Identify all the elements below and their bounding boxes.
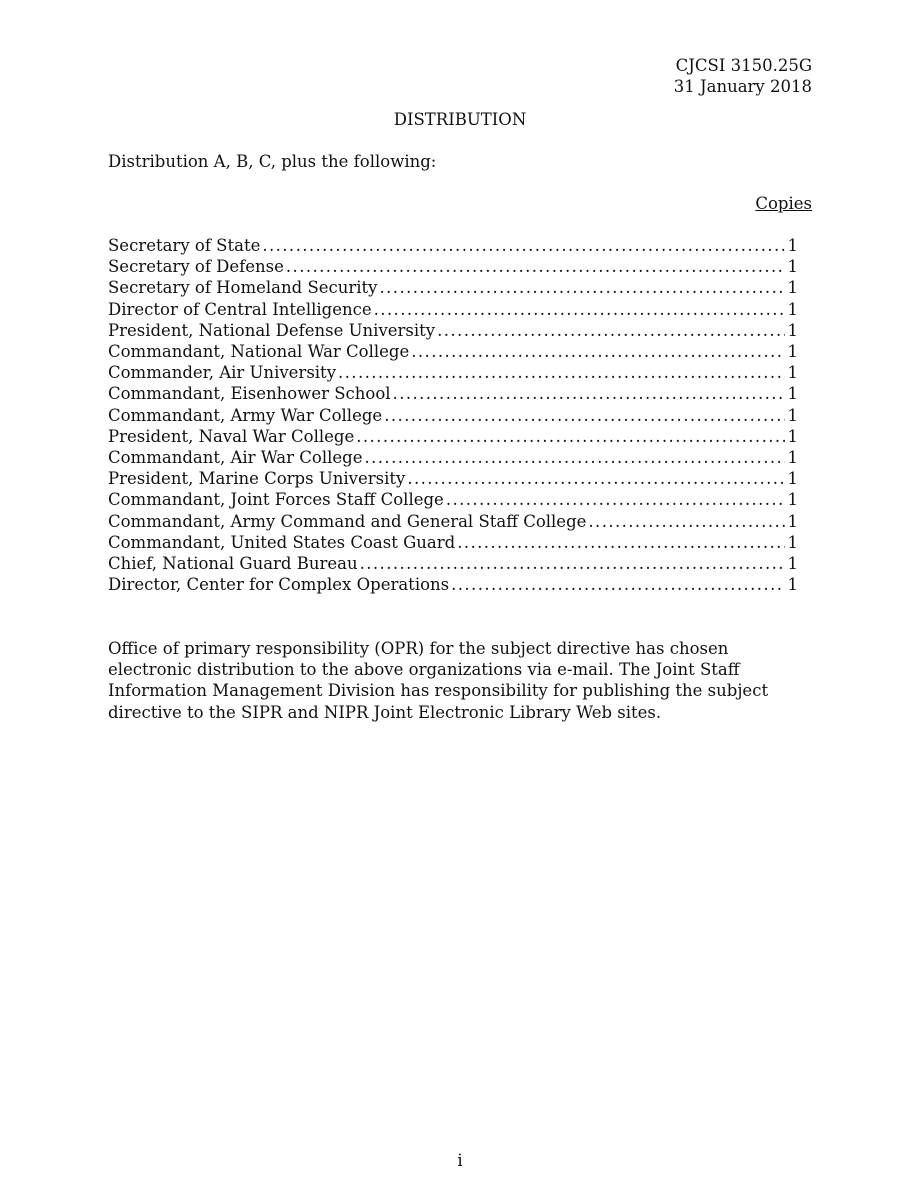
distribution-list-item xyxy=(108,574,812,595)
distribution-copies: 1 xyxy=(787,511,798,531)
distribution-list-item xyxy=(108,235,812,256)
dot-leader xyxy=(365,447,785,468)
dot-leader xyxy=(384,405,784,426)
distribution-recipient: President, Marine Corps University xyxy=(108,469,406,489)
distribution-recipient: Commandant, Air War College xyxy=(108,448,363,468)
distribution-recipient: Commandant, Joint Forces Staff College xyxy=(108,490,444,510)
distribution-list-item xyxy=(108,426,812,447)
page-title: DISTRIBUTION xyxy=(393,110,527,129)
distribution-recipient: Director, Center for Complex Operations xyxy=(108,575,450,595)
distribution-recipient: Secretary of State xyxy=(108,236,261,255)
distribution-recipient: Secretary of Defense xyxy=(108,257,284,277)
distribution-copies: 1 xyxy=(787,575,798,595)
distribution-list xyxy=(108,235,812,595)
page-number: i xyxy=(457,1151,463,1170)
distribution-recipient: Director of Central Intelligence xyxy=(108,299,372,319)
distribution-copies: 1 xyxy=(787,405,798,425)
distribution-recipient: Commandant, United States Coast Guard xyxy=(108,532,456,552)
distribution-recipient: Commander, Air University xyxy=(108,363,337,383)
distribution-recipient: Commandant, Army War College xyxy=(108,405,383,425)
distribution-copies: 1 xyxy=(787,257,798,277)
copies-column-header: Copies xyxy=(755,194,812,213)
distribution-recipient: Commandant, Eisenhower School xyxy=(108,384,391,404)
dot-leader xyxy=(356,426,784,447)
dot-leader xyxy=(360,553,785,574)
dot-leader xyxy=(411,341,784,362)
dot-leader xyxy=(262,235,784,256)
distribution-copies: 1 xyxy=(787,448,798,468)
distribution-copies: 1 xyxy=(787,426,798,446)
distribution-list-item xyxy=(108,383,812,404)
dot-leader xyxy=(451,574,784,595)
distribution-list-item xyxy=(108,511,812,532)
distribution-copies: 1 xyxy=(787,236,798,255)
dot-leader xyxy=(588,511,784,532)
distribution-copies: 1 xyxy=(787,299,798,319)
distribution-copies: 1 xyxy=(787,320,798,340)
distribution-list-item xyxy=(108,532,812,553)
distribution-list-item xyxy=(108,553,812,574)
distribution-copies: 1 xyxy=(787,278,798,298)
opr-paragraph: Office of primary responsibility (OPR) for the subject directive has chosen electronic distribution to the above organizations via e-mail. The Joint Staff Information Management Division has responsibility for publishing the subject directive to the SIPR and NIPR Joint Electronic Library Web sites. xyxy=(108,639,769,722)
distribution-list-item xyxy=(108,277,812,298)
dot-leader xyxy=(380,277,785,298)
distribution-copies: 1 xyxy=(787,554,798,574)
document-id: CJCSI 3150.25G xyxy=(675,56,812,75)
distribution-list-item xyxy=(108,489,812,510)
distribution-list-item xyxy=(108,256,812,277)
dot-leader xyxy=(437,320,784,341)
distribution-list-item xyxy=(108,362,812,383)
distribution-recipient: President, Naval War College xyxy=(108,426,355,446)
distribution-list-item xyxy=(108,405,812,426)
distribution-recipient: Chief, National Guard Bureau xyxy=(108,554,358,574)
distribution-copies: 1 xyxy=(787,342,798,362)
dot-leader xyxy=(407,468,784,489)
dot-leader xyxy=(286,256,785,277)
distribution-copies: 1 xyxy=(787,363,798,383)
distribution-copies: 1 xyxy=(787,384,798,404)
distribution-list-item xyxy=(108,299,812,320)
dot-leader xyxy=(374,299,785,320)
dot-leader xyxy=(457,532,784,553)
dot-leader xyxy=(446,489,785,510)
distribution-copies: 1 xyxy=(787,469,798,489)
document-header xyxy=(674,55,812,97)
distribution-recipient: Secretary of Homeland Security xyxy=(108,278,378,298)
distribution-copies: 1 xyxy=(787,532,798,552)
distribution-list-item xyxy=(108,341,812,362)
dot-leader xyxy=(338,362,784,383)
distribution-recipient: Commandant, Army Command and General Staff College xyxy=(108,511,587,531)
document-date: 31 January 2018 xyxy=(673,77,812,96)
distribution-list-item xyxy=(108,320,812,341)
distribution-list-item xyxy=(108,447,812,468)
distribution-recipient: Commandant, National War College xyxy=(108,342,410,362)
distribution-list-item xyxy=(108,468,812,489)
distribution-copies: 1 xyxy=(787,490,798,510)
distribution-intro: Distribution A, B, C, plus the following: xyxy=(108,152,437,171)
dot-leader xyxy=(393,383,785,404)
distribution-recipient: President, National Defense University xyxy=(108,320,436,340)
